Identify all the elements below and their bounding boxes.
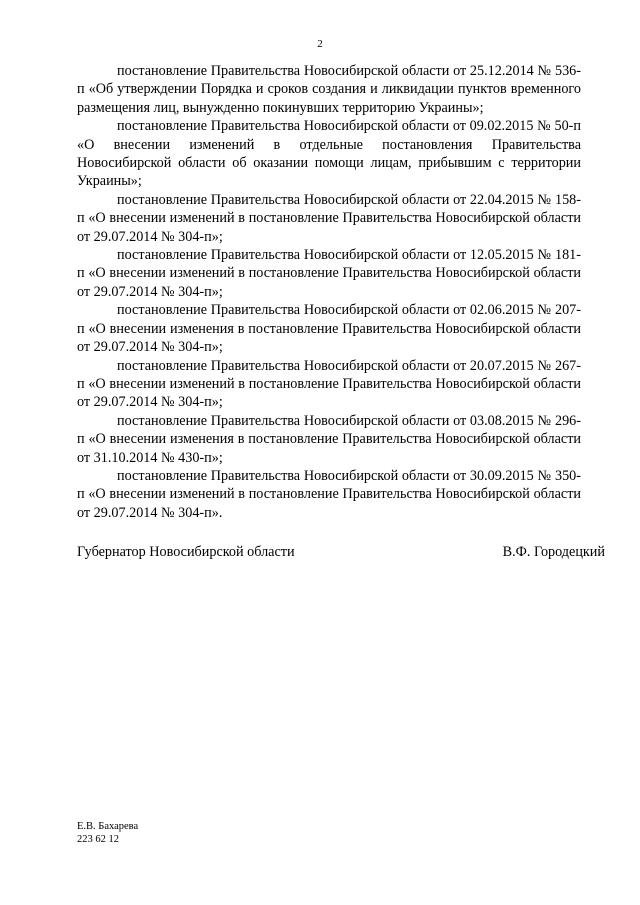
paragraph-text: постановление Правительства Новосибирской области от 02.06.2015 № 207-п «О внесении изменения в постановление Правительства Новосибирской области от 29.07.2014 № 304-п»; bbox=[77, 302, 581, 356]
list-item bbox=[77, 117, 581, 191]
signatory-name: В.Ф. Городецкий bbox=[502, 544, 605, 560]
paragraph-text: постановление Правительства Новосибирской области от 09.02.2015 № 50-п «О внесении изменений в отдельные постановления Правительства Новосибирской области об оказании помощи лицам, прибывшим с территории Украины»; bbox=[77, 118, 581, 190]
list-item bbox=[77, 301, 581, 356]
page-number: 2 bbox=[317, 38, 323, 50]
paragraph-text: постановление Правительства Новосибирской области от 25.12.2014 № 536-п «Об утверждении Порядка и сроков создания и ликвидации пунктов временного размещения лиц, вынужденно покинувших территорию Украины»; bbox=[77, 63, 581, 116]
list-item bbox=[77, 467, 581, 522]
signatory-title: Губернатор Новосибирской области bbox=[77, 544, 295, 560]
list-item bbox=[77, 191, 581, 246]
paragraph-text: постановление Правительства Новосибирской области от 03.08.2015 № 296-п «О внесении изменения в постановление Правительства Новосибирской области от 31.10.2014 № 430-п»; bbox=[77, 412, 581, 466]
list-item bbox=[77, 62, 581, 117]
list-item bbox=[77, 412, 581, 467]
list-item bbox=[77, 357, 581, 412]
executor-name: Е.В. Бахарева bbox=[77, 821, 139, 832]
paragraph-text: постановление Правительства Новосибирской области от 12.05.2015 № 181-п «О внесении изменений в постановление Правительства Новосибирской области от 29.07.2014 № 304-п»; bbox=[77, 247, 581, 300]
executor-block bbox=[77, 820, 138, 846]
paragraph-text: постановление Правительства Новосибирской области от 30.09.2015 № 350-п «О внесении изменений в постановление Правительства Новосибирской области от 29.07.2014 № 304-п». bbox=[77, 467, 581, 521]
paragraph-text: постановление Правительства Новосибирской области от 22.04.2015 № 158-п «О внесении изменений в постановление Правительства Новосибирской области от 29.07.2014 № 304-п»; bbox=[77, 191, 581, 245]
list-item bbox=[77, 246, 581, 301]
executor-phone: 223 62 12 bbox=[77, 834, 119, 845]
document-body bbox=[77, 62, 581, 522]
paragraph-text: постановление Правительства Новосибирской области от 20.07.2015 № 267-п «О внесении изменений в постановление Правительства Новосибирской области от 29.07.2014 № 304-п»; bbox=[77, 357, 581, 411]
